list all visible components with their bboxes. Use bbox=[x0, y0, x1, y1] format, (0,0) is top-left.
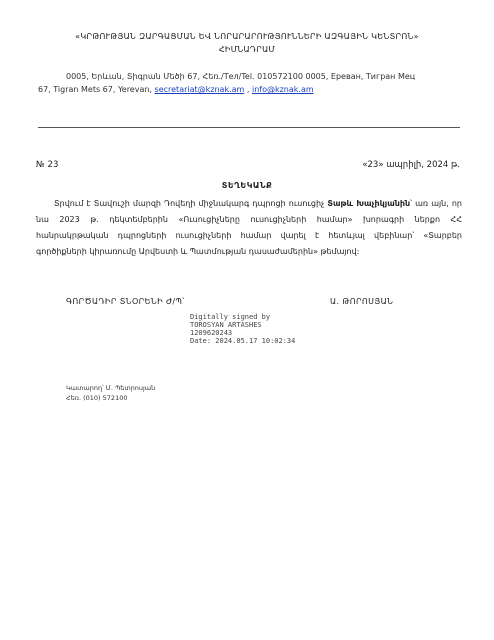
body-intro: Տրվում է Տավուշի մարզի Դովեղի միջնակարգ դպրոցի ուսուցիչ bbox=[54, 199, 325, 208]
digital-signature-signer: TOROSYAN ARTASHES bbox=[190, 321, 262, 329]
document-number: № 23 bbox=[36, 160, 59, 170]
document-title: ՏԵՂԵԿԱՆՔ bbox=[221, 181, 273, 190]
email-link-secretariat[interactable]: secretariat@kznak.am bbox=[154, 85, 245, 94]
address-line-2 bbox=[38, 83, 458, 96]
signatory-position: ԳՈՐԾԱԴԻՐ ՏՆՕՐԵՆԻ Ժ/Պ՝ bbox=[66, 297, 185, 306]
address-prefix: 67, Tigran Mets 67, Yerevan, bbox=[38, 85, 152, 94]
executor-phone: Հեռ. (010) 572100 bbox=[66, 394, 128, 402]
digital-signature-date: Date: 2024.05.17 10:02:34 bbox=[190, 337, 296, 345]
signatory-name: Ա. ԹՈՐՈՍՅԱՆ bbox=[330, 297, 394, 306]
organization-name: «ԿՐԹՈՒԹՅԱՆ ԶԱՐԳԱՑՄԱՆ ԵՎ ՆՈՐԱՐԱՐՈՒԹՅՈՒՆՆԵՐԻ ԱԶԳԱՅԻՆ ԿԵՆՏՐՈՆ» bbox=[75, 32, 419, 41]
organization-header bbox=[0, 30, 494, 56]
email-link-info[interactable]: info@kznak.am bbox=[251, 85, 314, 94]
organization-type: ՀԻՄՆԱԴՐԱՄ bbox=[218, 45, 276, 54]
document-body bbox=[36, 196, 462, 260]
digital-signature-id: 1209620243 bbox=[190, 329, 233, 337]
digital-signature-label: Digitally signed by bbox=[190, 313, 271, 321]
document-date: «23» ապրիլի, 2024 թ. bbox=[362, 160, 460, 170]
digital-signature-block bbox=[190, 313, 295, 345]
executor-contact bbox=[66, 383, 155, 403]
header-divider bbox=[38, 127, 460, 128]
address-line-1: 0005, Երևան, Տիգրան Մեծի 67, Հեռ./Тел/Tel. 010572100 0005, Ереван, Тигран Мец bbox=[66, 72, 416, 81]
body-rest: ՝ առ այն, որ նա 2023 թ. դեկտեմբերին «Ուսուցիչները ուսուցիչների համար» խորագրի ներքո ՀՀ հանրակրթական դպրոցների ուսուցիչների համար վարել է հետևյալ վեբինար՝ «Տարբեր գործիքների կիրառումը Արվեստի և Պատմության դասաժամերին» թեմայով: bbox=[36, 199, 463, 256]
email-separator: , bbox=[246, 85, 250, 94]
recipient-name: Տաթև Խաչիկյանին bbox=[327, 199, 411, 208]
executor-name: Կատարող՝ Մ. Պետրոսյան bbox=[66, 384, 156, 392]
